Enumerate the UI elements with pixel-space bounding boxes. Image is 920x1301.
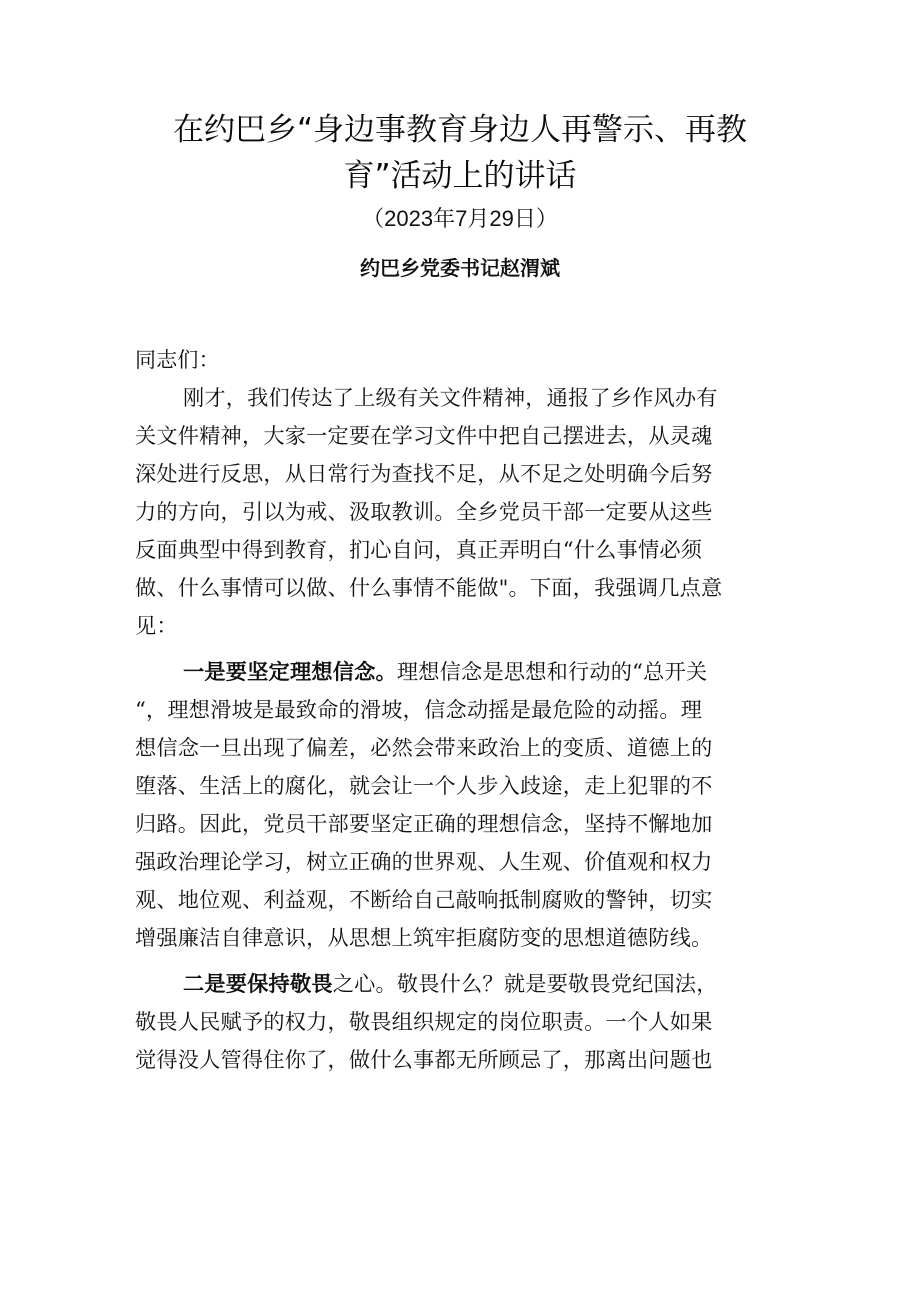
paragraph-line: 力的方向，引以为戒、汲取教训。全乡党员干部一定要从这些 — [135, 499, 713, 524]
paragraph-line: 见： — [135, 613, 178, 638]
paragraph-line: 关文件精神，大家一定要在学习文件中把自己摆进去，从灵魂 — [135, 423, 713, 448]
title-line-1: 在约巴乡“身边事教育身边人再警示、再教 — [172, 112, 748, 148]
paragraph-line: 做、什么事情可以做、什么事情不能做"。下面，我强调几点意 — [135, 575, 723, 600]
paragraph-line: 觉得没人管得住你了，做什么事都无所顾忌了，那离出问题也 — [135, 1047, 713, 1072]
paragraph-line: 强政治理论学习，树立正确的世界观、人生观、价值观和权力 — [135, 849, 713, 874]
greeting: 同志们： — [135, 348, 220, 372]
paragraph-line: 敬畏人民赋予的权力，敬畏组织规定的岗位职责。一个人如果 — [135, 1009, 713, 1034]
paragraph-line: “，理想滑坡是最致命的滑坡，信念动摇是最危险的动摇。理 — [135, 697, 703, 722]
section-1-heading: 一是要坚定理想信念。 — [183, 659, 397, 684]
section-2-first-line — [183, 967, 775, 1001]
paragraph-line: 深处进行反思，从日常行为查找不足，从不足之处明确今后努 — [135, 461, 713, 486]
title-line-2: 育”活动上的讲话 — [343, 158, 577, 194]
speaker-name: 约巴乡党委书记赵渭斌 — [360, 256, 560, 280]
paragraph-line: 增强廉洁自律意识，从思想上筑牢拒腐防变的思想道德防线。 — [135, 925, 713, 950]
paragraph-line: 归路。因此，党员干部要坚定正确的理想信念，坚持不懈地加 — [135, 811, 713, 836]
section-2-heading: 二是要保持敬畏 — [183, 971, 333, 996]
paragraph-line: 想信念一旦出现了偏差，必然会带来政治上的变质、道德上的 — [135, 735, 713, 760]
paragraph-line: 观、地位观、利益观，不断给自己敲响抵制腐败的警钟，切实 — [135, 887, 713, 912]
paragraph-line: 反面典型中得到教育，扪心自问，真正弄明白“什么事情必须 — [135, 537, 703, 562]
speech-date: （2023年7月29日） — [362, 206, 558, 231]
section-2-text: 之心。敬畏什么？就是要敬畏党纪国法， — [332, 971, 718, 996]
section-1-text: 理想信念是思想和行动的“总开关 — [396, 659, 708, 684]
paragraph-line: 堕落、生活上的腐化，就会让一个人步入歧途，走上犯罪的不 — [135, 773, 713, 798]
paragraph-line: 刚才，我们传达了上级有关文件精神，通报了乡作风办有 — [183, 385, 718, 410]
section-1-first-line — [183, 655, 775, 689]
